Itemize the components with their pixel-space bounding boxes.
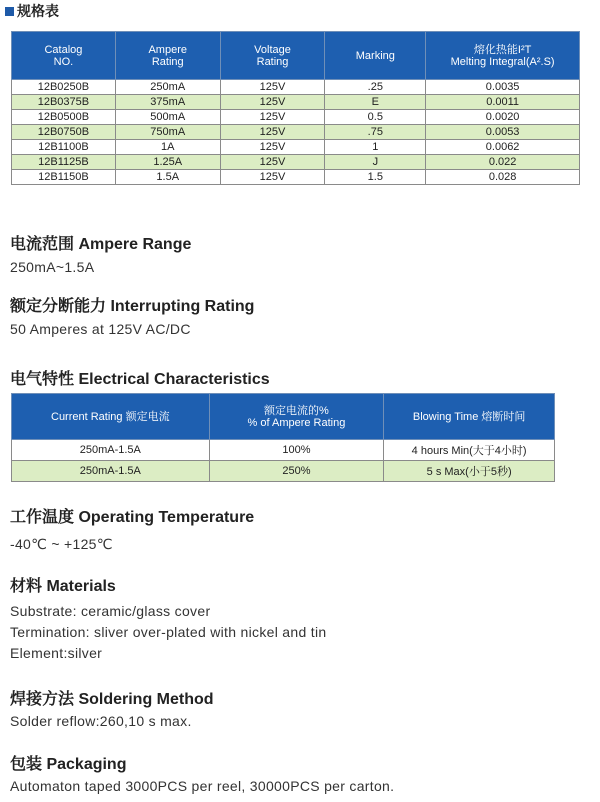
cell-percent: 100% — [209, 440, 384, 461]
cell-melting: 0.0035 — [426, 80, 580, 95]
cell-ampere: 750mA — [115, 125, 220, 140]
cell-catalog: 12B1125B — [12, 155, 116, 170]
header-percent-rating: 额定电流的% % of Ampere Rating — [209, 394, 384, 440]
cell-ampere: 1A — [115, 140, 220, 155]
cell-ampere: 1.25A — [115, 155, 220, 170]
table-row — [12, 95, 580, 110]
cell-percent: 250% — [209, 461, 384, 482]
spec-table — [11, 31, 580, 185]
cell-voltage: 125V — [220, 170, 325, 185]
operating-temp-text: -40℃ ~ +125℃ — [10, 536, 113, 552]
spec-title — [5, 1, 59, 21]
header-blowing-time: Blowing Time 熔断时间 — [384, 394, 555, 440]
cell-marking: .75 — [325, 125, 426, 140]
cell-marking: 1.5 — [325, 170, 426, 185]
table-row — [12, 125, 580, 140]
cell-voltage: 125V — [220, 155, 325, 170]
cell-current: 250mA-1.5A — [12, 440, 210, 461]
spec-title-text: 规格表 — [17, 3, 59, 19]
header-melting: 熔化热能I²T Melting Integral(A².S) — [426, 32, 580, 80]
cell-ampere: 250mA — [115, 80, 220, 95]
packaging-heading: 包装 Packaging — [10, 756, 127, 773]
electrical-heading: 电气特性 Electrical Characteristics — [10, 371, 270, 388]
square-bullet-icon — [5, 7, 14, 16]
cell-ampere: 375mA — [115, 95, 220, 110]
table-row — [12, 461, 555, 482]
cell-catalog: 12B1150B — [12, 170, 116, 185]
header-voltage: Voltage Rating — [220, 32, 325, 80]
interrupting-heading: 额定分断能力 Interrupting Rating — [10, 298, 255, 315]
cell-melting: 0.0062 — [426, 140, 580, 155]
header-catalog: Catalog NO. — [12, 32, 116, 80]
table-row — [12, 110, 580, 125]
materials-line: Termination: sliver over-plated with nickel and tin — [10, 624, 327, 640]
table-row — [12, 170, 580, 185]
header-current-rating: Current Rating 额定电流 — [12, 394, 210, 440]
electrical-table — [11, 393, 555, 482]
table-row — [12, 80, 580, 95]
cell-ampere: 500mA — [115, 110, 220, 125]
cell-catalog: 12B1100B — [12, 140, 116, 155]
cell-melting: 0.028 — [426, 170, 580, 185]
cell-voltage: 125V — [220, 80, 325, 95]
spec-header-row — [12, 32, 580, 80]
cell-marking: .25 — [325, 80, 426, 95]
cell-melting: 0.0053 — [426, 125, 580, 140]
materials-line: Element:silver — [10, 645, 103, 661]
materials-line: Substrate: ceramic/glass cover — [10, 603, 211, 619]
materials-heading: 材料 Materials — [10, 578, 116, 595]
electrical-header-row — [12, 394, 555, 440]
cell-ampere: 1.5A — [115, 170, 220, 185]
cell-catalog: 12B0375B — [12, 95, 116, 110]
ampere-range-heading: 电流范围 Ampere Range — [10, 236, 192, 253]
cell-melting: 0.0020 — [426, 110, 580, 125]
cell-voltage: 125V — [220, 110, 325, 125]
cell-voltage: 125V — [220, 140, 325, 155]
header-marking: Marking — [325, 32, 426, 80]
header-ampere: Ampere Rating — [115, 32, 220, 80]
cell-blowing-time: 4 hours Min(大于4小时) — [384, 440, 555, 461]
soldering-text: Solder reflow:260,10 s max. — [10, 713, 192, 729]
packaging-text: Automaton taped 3000PCS per reel, 30000PCS per carton. — [10, 778, 395, 794]
operating-temp-heading: 工作温度 Operating Temperature — [10, 509, 255, 526]
table-row — [12, 140, 580, 155]
table-row — [12, 155, 580, 170]
cell-marking: J — [325, 155, 426, 170]
cell-marking: 0.5 — [325, 110, 426, 125]
table-row — [12, 440, 555, 461]
cell-voltage: 125V — [220, 125, 325, 140]
cell-blowing-time: 5 s Max(小于5秒) — [384, 461, 555, 482]
cell-melting: 0.022 — [426, 155, 580, 170]
cell-melting: 0.0011 — [426, 95, 580, 110]
cell-catalog: 12B0500B — [12, 110, 116, 125]
soldering-heading: 焊接方法 Soldering Method — [10, 691, 214, 708]
interrupting-text: 50 Amperes at 125V AC/DC — [10, 321, 191, 337]
ampere-range-text: 250mA~1.5A — [10, 259, 95, 275]
cell-current: 250mA-1.5A — [12, 461, 210, 482]
cell-marking: 1 — [325, 140, 426, 155]
cell-marking: E — [325, 95, 426, 110]
cell-catalog: 12B0750B — [12, 125, 116, 140]
cell-voltage: 125V — [220, 95, 325, 110]
cell-catalog: 12B0250B — [12, 80, 116, 95]
